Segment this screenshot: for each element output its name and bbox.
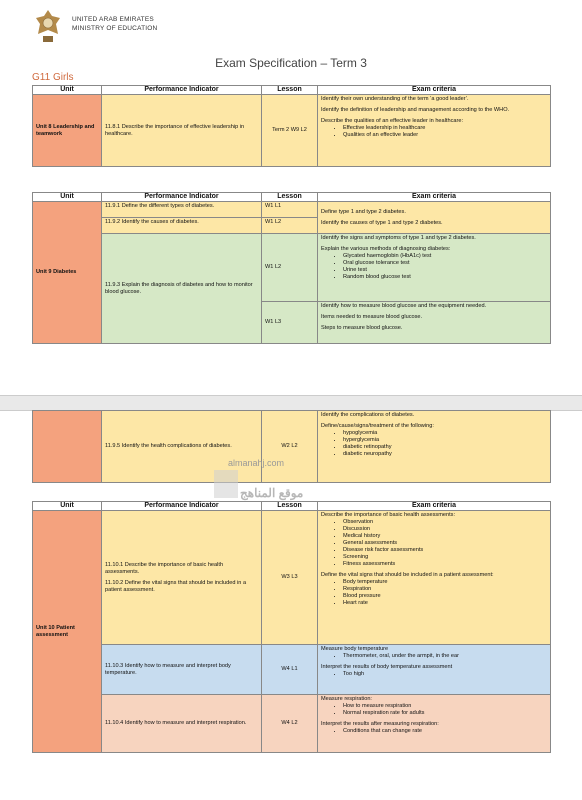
ministry-line-2: MINISTRY OF EDUCATION: [72, 25, 158, 32]
pi-11-10-1: 11.10.1 Describe the importance of basic health assessments.: [105, 561, 224, 575]
criteria-text: Steps to measure blood glucose.: [321, 325, 403, 331]
page-separator: [0, 395, 582, 411]
pi-11-10-3: 11.10.3 Identify how to measure and interpret body temperature.: [102, 645, 262, 695]
col-exam-criteria: Exam criteria: [318, 86, 551, 95]
criteria-text: Describe the importance of basic health assessments:: [321, 512, 456, 518]
criteria-text: Interpret the results after measuring respiration:: [321, 721, 439, 727]
list-item: • General assessments: [343, 540, 547, 547]
list-item: • Urine test: [343, 267, 547, 274]
list-item: • diabetic retinopathy: [343, 444, 547, 451]
unit8-table: [32, 85, 551, 167]
list-item: • Screening: [343, 554, 547, 561]
col-lesson: Lesson: [262, 86, 318, 95]
col-unit: Unit: [33, 193, 102, 202]
ministry-name: [72, 15, 157, 33]
criteria-unit10-b: [318, 645, 551, 695]
lesson-unit8: Term 2 W9 L2: [262, 95, 318, 167]
list-item: • Medical history: [343, 533, 547, 540]
criteria-unit10-c: [318, 695, 551, 753]
criteria-text: Describe the qualities of an effective leader in healthcare:: [321, 118, 464, 124]
unit9-continued-table: [32, 410, 551, 483]
lesson-w1-l3: W1 L3: [262, 302, 318, 344]
list-item: • Thermometer, oral, under the armpit, in the ear: [343, 653, 547, 660]
list-item: • Effective leadership in healthcare: [343, 125, 547, 132]
list-item: • Glycated haemoglobin (HbA1c) test: [343, 253, 547, 260]
criteria-unit8: [318, 95, 551, 167]
col-exam-criteria: Exam criteria: [318, 193, 551, 202]
lesson-w4-l1: W4 L1: [262, 645, 318, 695]
criteria-text: Measure respiration:: [321, 696, 372, 702]
criteria-text: Interpret the results of body temperature assessment: [321, 664, 453, 670]
criteria-text: Identify how to measure blood glucose and the equipment needed.: [321, 303, 487, 309]
list-item: • Respiration: [343, 586, 547, 593]
unit10-table: [32, 501, 551, 753]
criteria-unit9-a: [318, 202, 551, 234]
list-item: • Oral glucose tolerance test: [343, 260, 547, 267]
col-exam-criteria: Exam criteria: [318, 502, 551, 511]
uae-emblem-icon: [32, 8, 64, 46]
pi-11-10-4: 11.10.4 Identify how to measure and interpret respiration.: [102, 695, 262, 753]
list-item: • hypoglycemia: [343, 430, 547, 437]
criteria-text: Measure body temperature: [321, 646, 389, 652]
col-performance-indicator: Performance Indicator: [102, 193, 262, 202]
criteria-text: Explain the various methods of diagnosing diabetes:: [321, 246, 451, 252]
list-item: • Too high: [343, 671, 547, 678]
unit-9-continued: [33, 411, 102, 483]
criteria-text: Identify the complications of diabetes.: [321, 412, 415, 418]
criteria-text: Identify the definition of leadership and management according to the WHO.: [321, 107, 510, 113]
col-lesson: Lesson: [262, 193, 318, 202]
list-item: • Blood pressure: [343, 593, 547, 600]
unit9-table: [32, 192, 551, 344]
lesson-w4-l2: W4 L2: [262, 695, 318, 753]
pi-11-9-5: 11.9.5 Identify the health complications of diabetes.: [102, 411, 262, 483]
pi-11-9-1: 11.9.1 Define the different types of diabetes.: [102, 202, 262, 218]
lesson-w1-l2: W1 L2: [262, 218, 318, 234]
list-item: • diabetic neuropathy: [343, 451, 547, 458]
criteria-text: Define the vital signs that should be included in a patient assessment:: [321, 572, 494, 578]
list-item: • Heart rate: [343, 600, 547, 607]
pi-11-8-1: 11.8.1 Describe the importance of effective leadership in healthcare.: [102, 95, 262, 167]
watermark-arabic: موقع المناهج: [240, 486, 304, 500]
criteria-unit9-b: [318, 234, 551, 302]
col-unit: Unit: [33, 86, 102, 95]
col-performance-indicator: Performance Indicator: [102, 86, 262, 95]
criteria-unit9-d: [318, 411, 551, 483]
list-item: • Observation: [343, 519, 547, 526]
col-performance-indicator: Performance Indicator: [102, 502, 262, 511]
criteria-unit10-a: [318, 511, 551, 645]
criteria-text: Define/cause/signs/treatment of the following:: [321, 423, 434, 429]
list-item: • hyperglycemia: [343, 437, 547, 444]
ministry-line-1: UNITED ARAB EMIRATES: [72, 16, 154, 23]
watermark-site: almanahj.com: [228, 458, 285, 468]
list-item: • Qualities of an effective leader: [343, 132, 547, 139]
lesson-w1-l1: W1 L1: [262, 202, 318, 218]
unit-10-label: Unit 10 Patient assessment: [33, 511, 102, 753]
list-item: • Discussion: [343, 526, 547, 533]
col-lesson: Lesson: [262, 502, 318, 511]
lesson-w3-l3: W3 L3: [262, 511, 318, 645]
lesson-w1-l2-b: W1 L2: [262, 234, 318, 302]
criteria-text: Identify the causes of type 1 and type 2 diabetes.: [321, 219, 443, 226]
page-title: Exam Specification – Term 3: [215, 56, 367, 70]
unit-9-label: Unit 9 Diabetes: [33, 202, 102, 344]
pi-11-10-1-2: [102, 511, 262, 645]
pi-11-10-2: 11.10.2 Define the vital signs that should be included in a patient assessment.: [105, 579, 247, 593]
list-item: • Conditions that can change rate: [343, 728, 547, 735]
list-item: • Body temperature: [343, 579, 547, 586]
watermark-logo-icon: [214, 470, 238, 498]
page-subtitle: G11 Girls: [32, 72, 74, 83]
criteria-text: Items needed to measure blood glucose.: [321, 314, 423, 320]
pi-11-9-3: 11.9.3 Explain the diagnosis of diabetes and how to monitor blood glucose.: [102, 234, 262, 344]
list-item: • Disease risk factor assessments: [343, 547, 547, 554]
criteria-text: Identify the signs and symptoms of type 1 and type 2 diabetes.: [321, 235, 476, 241]
col-unit: Unit: [33, 502, 102, 511]
criteria-text: Define type 1 and type 2 diabetes.: [321, 208, 406, 215]
list-item: • Normal respiration rate for adults: [343, 710, 547, 717]
list-item: • Fitness assessments: [343, 561, 547, 568]
criteria-unit9-c: [318, 302, 551, 344]
lesson-w2-l2: W2 L2: [262, 411, 318, 483]
criteria-text: Identify their own understanding of the term ‘a good leader’.: [321, 96, 469, 102]
unit-8-label: Unit 8 Leadership and teamwork: [33, 95, 102, 167]
pi-11-9-2: 11.9.2 Identify the causes of diabetes.: [102, 218, 262, 234]
list-item: • How to measure respiration: [343, 703, 547, 710]
list-item: • Random blood glucose test: [343, 274, 547, 281]
